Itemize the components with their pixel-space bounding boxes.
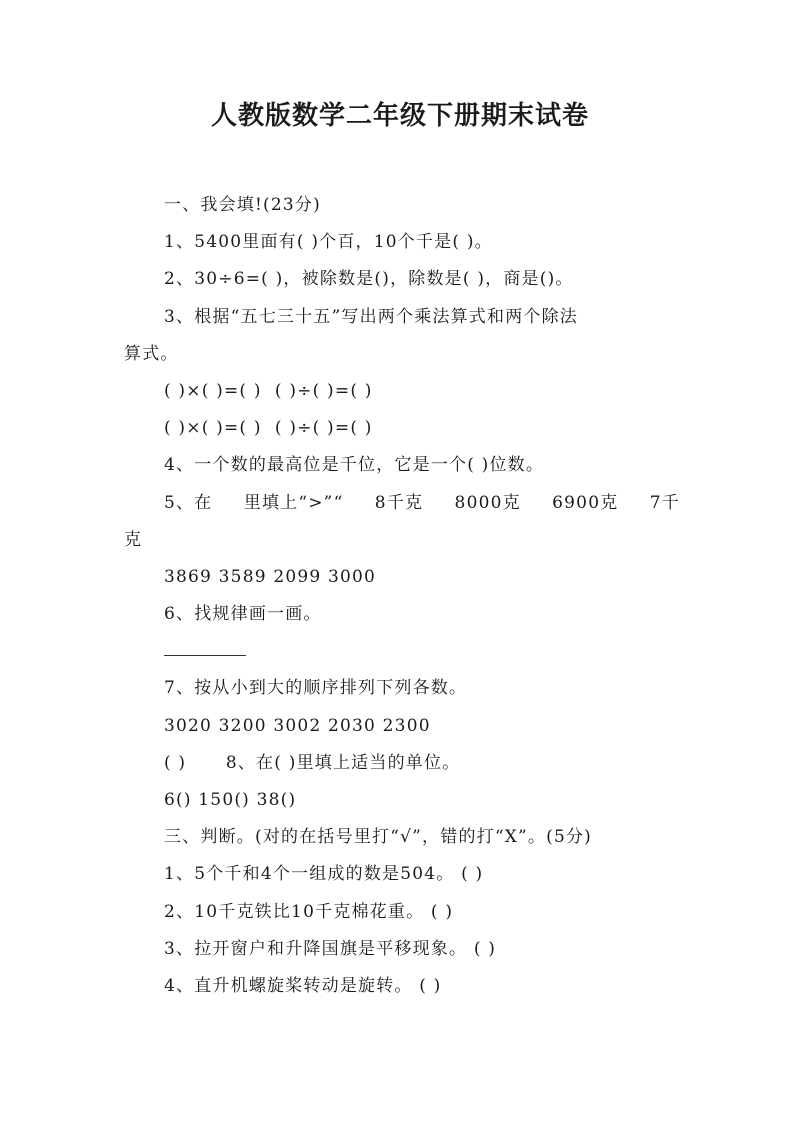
question-5-line-1	[124, 485, 680, 522]
question-7: 7、按从小到大的顺序排列下列各数。	[164, 678, 468, 699]
question-3-blank-row-1: ( )×( )=( ) ( )÷( )=( )	[164, 380, 373, 401]
question-3-line-2: 算式。	[124, 343, 179, 364]
question-7-numbers: 3020 3200 3002 2030 2300	[164, 715, 431, 736]
question-1: 1、5400里面有( )个百，10个千是( )。	[164, 232, 493, 253]
question-8-blanks: 6() 150() 38()	[164, 790, 297, 810]
question-5-part: 7千	[649, 492, 680, 513]
question-5-part: 8千克	[374, 492, 424, 513]
judge-question-2: 2、10千克铁比10千克棉花重。 ( )	[164, 901, 454, 922]
judge-question-3: 3、拉开窗户和升降国旗是平移现象。 ( )	[164, 938, 497, 959]
question-5-part: 6900克	[552, 492, 619, 513]
question-5-part: 8000克	[454, 492, 521, 513]
question-3-blank-row-2: ( )×( )=( ) ( )÷( )=( )	[164, 418, 373, 439]
dash-rule	[164, 655, 246, 656]
question-5-part: 5、在	[164, 492, 213, 513]
question-8: ( ) 8、在( )里填上适当的单位。	[164, 752, 461, 773]
question-4: 4、一个数的最高位是千位，它是一个( )位数。	[164, 455, 545, 476]
judge-question-1: 1、5个千和4个一组成的数是504。 ( )	[164, 864, 484, 885]
judge-question-4: 4、直升机螺旋桨转动是旋转。 ( )	[164, 975, 442, 996]
question-5-numbers: 3869 3589 2099 3000	[164, 566, 377, 587]
question-3-line-1: 3、根据“五七三十五”写出两个乘法算式和两个除法	[164, 306, 578, 327]
document-body	[124, 187, 680, 1005]
page-title: 人教版数学二年级下册期末试卷	[210, 101, 589, 131]
section-heading-fill: 一、我会填!(23分)	[164, 195, 321, 215]
question-5-line-2: 克	[124, 529, 143, 550]
question-2: 2、30÷6=( )，被除数是()，除数是( )，商是()。	[164, 269, 574, 290]
question-5-part: 里填上“>”“	[243, 492, 344, 513]
section-heading-judge: 三、判断。(对的在括号里打“√”，错的打“X”。(5分)	[164, 827, 593, 848]
pattern-dash-line	[124, 633, 680, 670]
question-6: 6、找规律画一画。	[164, 604, 322, 625]
